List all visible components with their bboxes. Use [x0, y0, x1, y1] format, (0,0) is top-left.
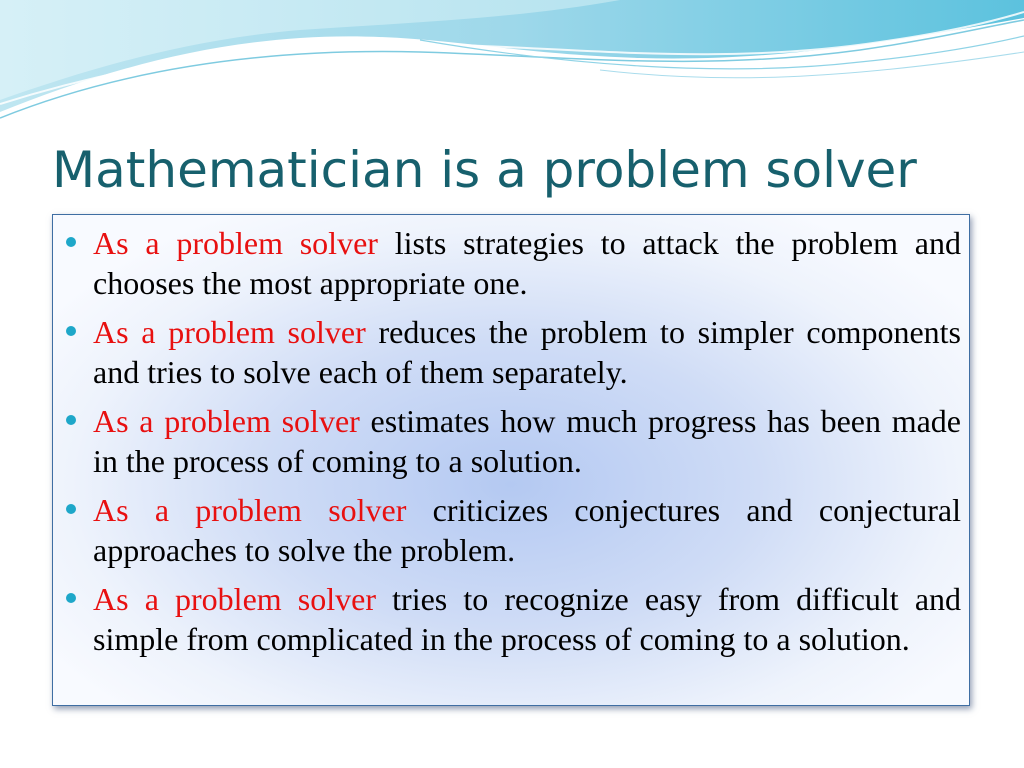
bullet-item — [93, 490, 977, 570]
bullet-body-text: reduces the problem to simpler components and tries to solve each of them separately. — [93, 314, 962, 390]
bullet-body-text: lists strategies to attack the problem and chooses the most appropriate one. — [93, 225, 962, 301]
bullet-item — [93, 401, 961, 481]
bullet-item — [93, 312, 961, 392]
bullet-dot-icon — [66, 237, 76, 247]
bullet-item — [93, 223, 961, 303]
bullet-body-text: criticizes conjectures and conjectural approaches to solve the problem. — [93, 492, 977, 568]
bullet-dot-icon — [66, 326, 76, 336]
bullet-item — [93, 579, 961, 659]
bullet-dot-icon — [66, 415, 76, 425]
bullet-dot-icon — [66, 593, 76, 603]
bullet-dot-icon — [66, 504, 76, 514]
bullet-lead-text: As a problem solver — [93, 403, 360, 439]
wave-header-graphic — [0, 0, 1024, 130]
content-box — [52, 214, 977, 706]
bullet-lead-text: As a problem solver — [93, 314, 366, 350]
bullet-lead-text: As a problem solver — [93, 225, 378, 261]
bullet-lead-text: As a problem solver — [93, 492, 407, 528]
slide-title: Mathematician is a problem solver — [52, 141, 917, 199]
bullet-list — [53, 215, 977, 659]
bullet-body-text: estimates how much progress has been made in the process of coming to a solution. — [93, 403, 962, 479]
bullet-body-text: tries to recognize easy from difficult and simple from complicated in the process of coming to a solution. — [93, 581, 962, 657]
bullet-lead-text: As a problem solver — [93, 581, 376, 617]
